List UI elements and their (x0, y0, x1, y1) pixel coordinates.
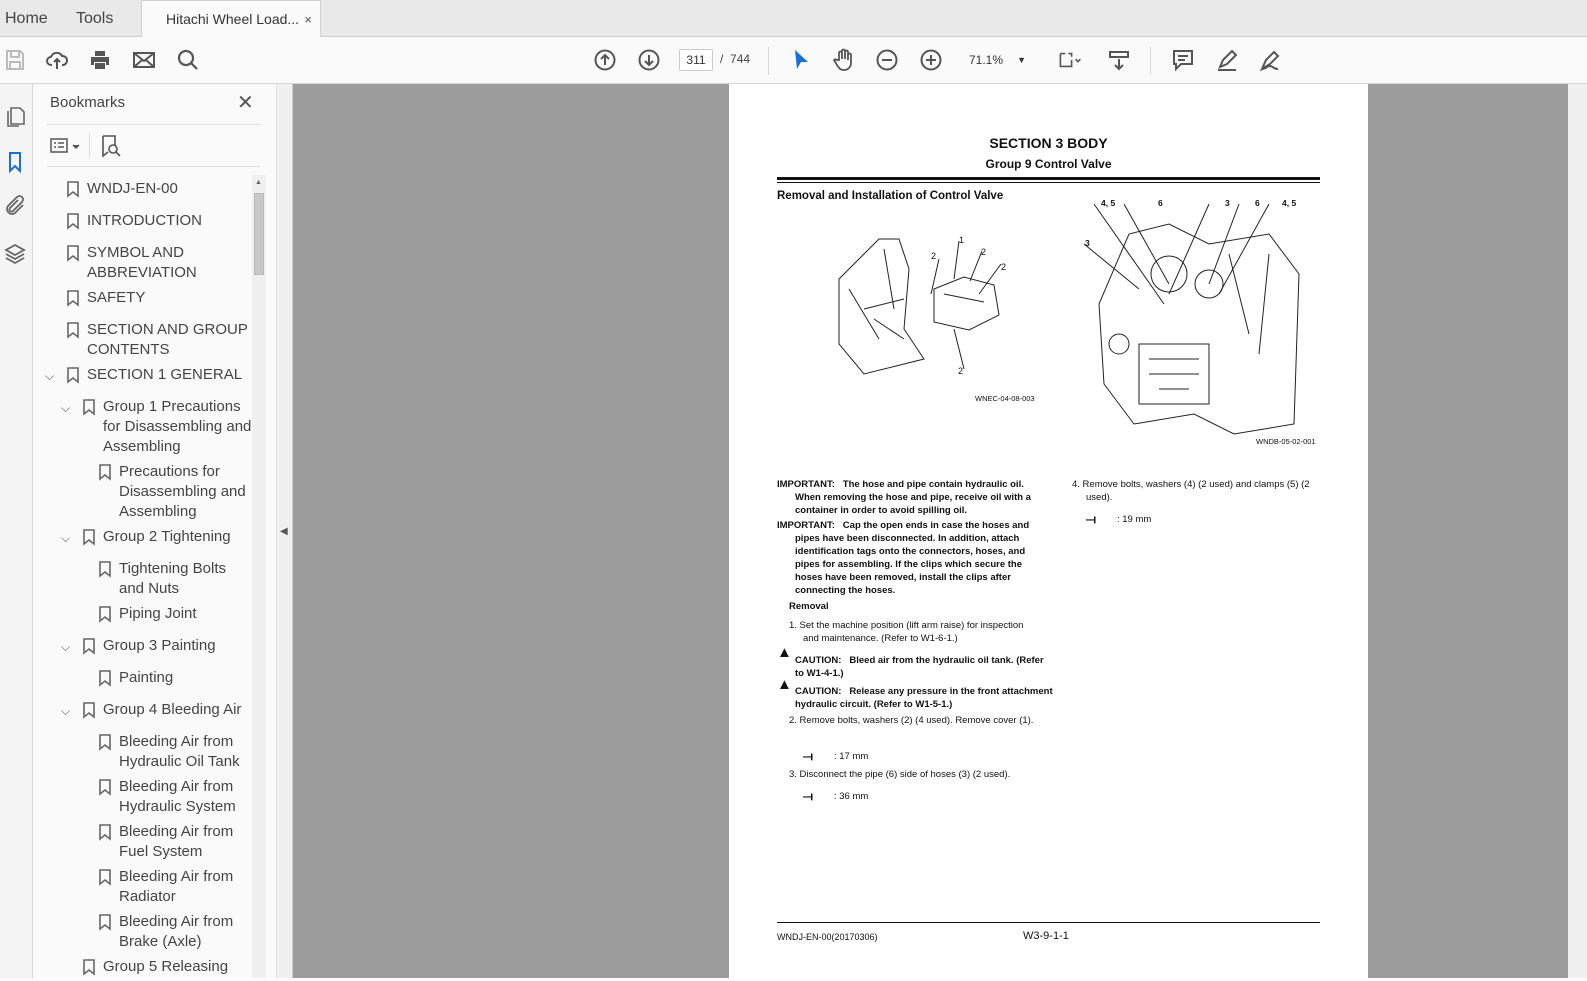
chevron-down-icon[interactable]: ⌵ (61, 704, 71, 718)
scrollbar-thumb[interactable] (254, 193, 264, 275)
search-icon[interactable] (175, 47, 201, 73)
bookmark-icon (99, 869, 111, 885)
callout-label: 1 (959, 235, 965, 245)
collapse-panel-handle[interactable] (276, 84, 293, 978)
caution-note (795, 654, 1055, 680)
bookmark-item[interactable] (47, 557, 253, 602)
bookmark-label: SAFETY (87, 289, 146, 306)
bookmark-icon (83, 959, 95, 975)
chevron-down-icon[interactable]: ⌵ (61, 401, 71, 415)
zoom-level-value: 71.1% (969, 53, 1004, 67)
layers-icon[interactable] (3, 242, 29, 268)
bookmark-label: Bleeding Air from Radiator (119, 868, 234, 905)
bookmark-item[interactable] (47, 602, 253, 634)
scroll-up-icon[interactable]: ▲ (255, 179, 262, 186)
bookmarks-title: Bookmarks (50, 94, 126, 111)
bookmark-item[interactable] (47, 177, 253, 209)
callout-label: 2 (931, 251, 937, 261)
bookmark-item[interactable] (47, 666, 253, 698)
callout-label: 2 (981, 247, 987, 257)
bookmark-label: Precautions for Disassembling and Assembling (119, 463, 246, 520)
bookmark-icon (83, 399, 95, 415)
footer-page-code: W3-9-1-1 (1023, 930, 1069, 942)
step-1: 1. Set the machine position (lift arm raise) for inspection and maintenance. (Refer to W1-6-1.) (789, 620, 1024, 644)
bookmark-icon (67, 290, 79, 306)
bookmark-item[interactable] (47, 955, 253, 977)
wrench-icon: ⟞ (803, 789, 813, 803)
step-3: 3. Disconnect the pipe (6) side of hoses (3) (2 used). (789, 769, 1011, 780)
callout-label: 3 (1085, 238, 1090, 248)
group-title: Group 9 Control Valve (985, 157, 1112, 171)
bookmark-item[interactable] (47, 318, 253, 363)
bookmark-icon (67, 181, 79, 197)
caution-note (795, 685, 1055, 711)
upload-cloud-icon[interactable] (44, 47, 70, 73)
close-panel-icon[interactable]: ✕ (237, 92, 254, 114)
bookmark-label: Group 4 Bleeding Air (103, 701, 242, 718)
document-scrollbar[interactable] (1568, 84, 1587, 978)
wrench-size: : 19 mm (1117, 514, 1152, 525)
divider (89, 134, 90, 158)
important-text: Cap the open ends in case the hoses and pipes have been disconnected. In addition, attach identification tags onto the connectors, hoses, and pipes for assembling. If the clips which secure the hoses have been removed, install the clips after connecting the hoses. (795, 520, 1030, 596)
zoom-out-icon[interactable] (874, 47, 900, 73)
bookmark-item[interactable] (47, 460, 253, 525)
removal-heading: Removal (789, 601, 829, 612)
sign-icon[interactable] (1258, 47, 1284, 73)
footer-doc-id: WNDJ-EN-00(20170306) (777, 932, 878, 942)
bookmark-icon (99, 670, 111, 686)
bookmark-item[interactable] (47, 634, 253, 666)
bookmark-item[interactable] (47, 910, 253, 955)
tab-document-label: Hitachi Wheel Load... (166, 11, 300, 27)
print-icon[interactable] (87, 47, 113, 73)
tab-home[interactable]: Home (5, 10, 48, 27)
divider (47, 166, 260, 167)
procedure-heading: Removal and Installation of Control Valve (777, 190, 1004, 202)
bookmark-label: WNDJ-EN-00 (87, 180, 178, 197)
divider (47, 124, 260, 125)
header-rule (777, 182, 1320, 183)
page-total-count: 744 (730, 52, 751, 66)
bookmark-icon (99, 606, 111, 622)
warning-icon: ▲ (777, 676, 792, 693)
bookmark-label: Painting (119, 669, 174, 686)
divider (1150, 47, 1151, 75)
save-icon[interactable] (2, 47, 28, 73)
bookmarks-panel (33, 84, 276, 978)
page-separator: / (720, 52, 724, 66)
wrench-icon: ⟞ (1086, 512, 1096, 526)
bookmark-item[interactable] (47, 775, 253, 820)
chevron-down-icon[interactable]: ⌵ (61, 531, 71, 545)
chevron-down-icon[interactable]: ⌵ (45, 369, 55, 383)
wrench-size: : 17 mm (834, 751, 869, 762)
page-thumbnails-icon[interactable] (3, 104, 29, 130)
bookmark-label: Tightening Bolts and Nuts (119, 560, 227, 597)
fit-page-icon[interactable] (1052, 47, 1088, 73)
bookmark-item[interactable] (47, 698, 253, 730)
bookmark-icon (99, 734, 111, 750)
previous-page-icon[interactable] (592, 47, 618, 73)
document-viewer (293, 84, 1587, 978)
tab-tools[interactable]: Tools (76, 10, 114, 27)
bookmark-item[interactable] (47, 525, 253, 557)
bookmark-label: Bleeding Air from Hydraulic Oil Tank (119, 733, 240, 770)
step-4: 4. Remove bolts, washers (4) (2 used) and clamps (5) (2 used). (1072, 479, 1310, 503)
bookmark-icon (67, 213, 79, 229)
bookmark-label: INTRODUCTION (87, 212, 202, 229)
bookmark-icon (67, 245, 79, 261)
bookmark-label: Piping Joint (119, 605, 197, 622)
pdf-page (729, 84, 1368, 978)
wrench-size: : 36 mm (834, 791, 869, 802)
callout-label: 6 (1255, 198, 1260, 208)
bookmarks-icon[interactable] (3, 150, 29, 176)
bookmark-item[interactable] (47, 209, 253, 241)
bookmark-label: SYMBOL AND ABBREVIATION (87, 244, 197, 281)
caution-label: CAUTION: (795, 686, 842, 697)
bookmark-icon (83, 638, 95, 654)
important-note (777, 478, 1042, 517)
callout-label: 4, 5 (1101, 198, 1116, 208)
chevron-down-icon[interactable]: ⌵ (61, 640, 71, 654)
bookmark-item[interactable] (47, 395, 253, 460)
bookmark-item[interactable] (47, 241, 253, 286)
callout-label: 6 (1158, 198, 1163, 208)
caution-text: Bleed air from the hydraulic oil tank. (Refer to W1-4-1.) (795, 655, 1044, 679)
chevron-left-icon: ◀ (280, 526, 288, 537)
important-label: IMPORTANT: (777, 479, 835, 490)
important-text: The hose and pipe contain hydraulic oil. When removing the hose and pipe, receive oil with a container in order to avoid spilling oil. (795, 479, 1031, 516)
next-page-icon[interactable] (636, 47, 662, 73)
callout-label: 4, 5 (1282, 198, 1297, 208)
highlight-pen-icon[interactable] (1214, 47, 1240, 73)
section-title: SECTION 3 BODY (989, 135, 1108, 151)
header-rule (777, 177, 1320, 180)
figure-code: WNEC-04-08-003 (975, 394, 1035, 403)
toolbar (0, 37, 1587, 84)
divider (768, 47, 769, 75)
bookmark-icon (99, 561, 111, 577)
bookmark-icon (67, 367, 79, 383)
bookmark-label: Bleeding Air from Hydraulic System (119, 778, 236, 815)
bookmark-icon (99, 824, 111, 840)
bookmark-item[interactable] (47, 730, 253, 775)
footer-rule (777, 922, 1320, 923)
bookmark-label: SECTION 1 GENERAL (87, 366, 243, 383)
bookmark-icon (83, 702, 95, 718)
tab-bar (0, 0, 1587, 37)
email-icon[interactable] (131, 47, 157, 73)
bookmark-item[interactable] (47, 286, 253, 318)
figure-code: WNDB-05-02-001 (1256, 437, 1316, 446)
tab-document[interactable] (141, 0, 321, 38)
chevron-down-icon: ▼ (1017, 55, 1026, 65)
bookmark-item[interactable] (47, 865, 253, 910)
bookmark-icon (83, 529, 95, 545)
wrench-icon: ⟞ (803, 749, 813, 763)
comment-icon[interactable] (1170, 47, 1196, 73)
bookmarks-scrollbar[interactable] (252, 175, 266, 978)
bookmark-label: Group 3 Painting (103, 637, 216, 654)
bookmark-label: Bleeding Air from Fuel System (119, 823, 234, 860)
attachments-icon[interactable] (3, 194, 29, 220)
important-label: IMPORTANT: (777, 520, 835, 531)
bookmark-label: Group 1 Precautions for Disassembling and Assembling (103, 398, 252, 455)
callout-label: 3 (1225, 198, 1230, 208)
bookmark-icon (99, 914, 111, 930)
callout-label: 2 (1001, 262, 1007, 272)
select-cursor-icon[interactable] (788, 47, 814, 73)
bookmark-icon (99, 464, 111, 480)
bookmark-icon (67, 322, 79, 338)
page-number-input[interactable]: 311 (679, 49, 713, 71)
cover-removal-diagram (824, 229, 1054, 389)
tab-close-icon[interactable]: × (304, 12, 312, 27)
bookmark-label: Bleeding Air from Brake (Axle) (119, 913, 234, 950)
bookmark-list (47, 177, 253, 978)
navigation-rail (0, 84, 33, 978)
page-total (720, 52, 750, 66)
scroll-mode-icon[interactable] (1106, 47, 1132, 73)
bookmark-item[interactable] (47, 820, 253, 865)
bookmark-label: Group 2 Tightening (103, 528, 231, 545)
callout-label: 2 (958, 366, 964, 376)
zoom-in-icon[interactable] (918, 47, 944, 73)
caution-label: CAUTION: (795, 655, 842, 666)
bookmark-options-menu[interactable] (49, 136, 85, 156)
find-bookmark-icon[interactable] (99, 134, 123, 158)
bookmark-label: SECTION AND GROUP CONTENTS (87, 321, 248, 358)
control-valve-diagram (1079, 214, 1309, 434)
bookmark-item[interactable] (47, 363, 253, 395)
zoom-level-select[interactable] (962, 49, 1032, 71)
step-2: 2. Remove bolts, washers (2) (4 used). Remove cover (1). (789, 715, 1034, 726)
hand-tool-icon[interactable] (831, 47, 857, 73)
bookmark-icon (99, 779, 111, 795)
warning-icon: ▲ (777, 644, 792, 661)
caution-text: Release any pressure in the front attachment hydraulic circuit. (Refer to W1-5-1.) (795, 686, 1053, 710)
important-note (777, 519, 1042, 597)
bookmark-label: Group 5 Releasing (103, 958, 229, 975)
